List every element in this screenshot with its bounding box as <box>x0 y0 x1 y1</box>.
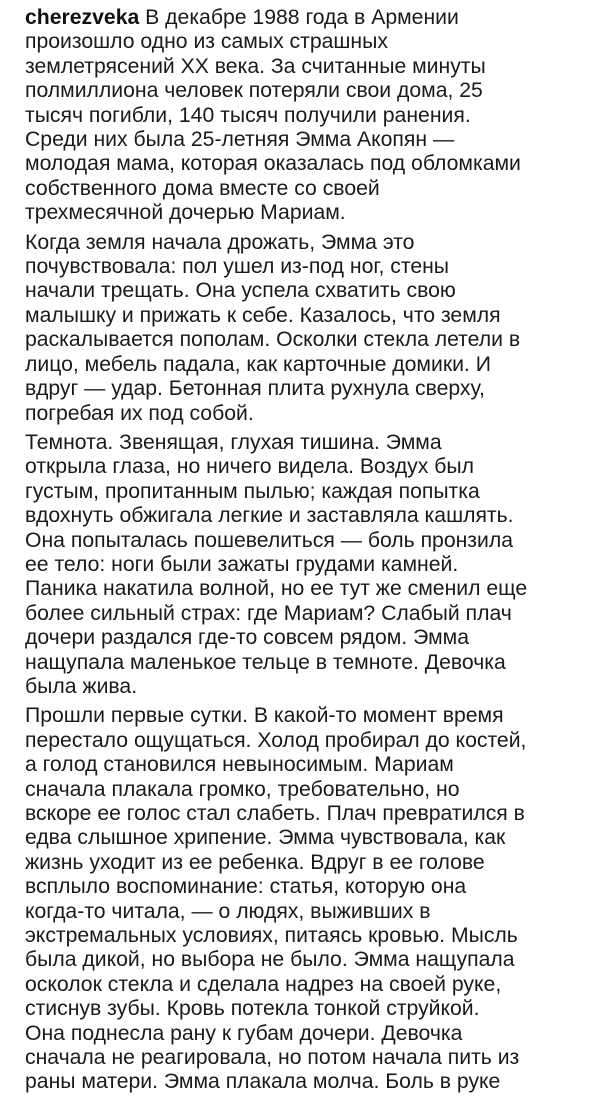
caption-line: Прошли первые сутки. В какой-то момент время <box>25 704 504 728</box>
caption-line: Среди них была 25-летняя Эмма Акопян — <box>25 128 455 152</box>
caption-line: погребая их под собой. <box>25 401 254 425</box>
caption-line: лицо, мебель падала, как карточные домики. И <box>25 352 491 376</box>
caption-line: раскалывается пополам. Осколки стекла летели в <box>25 328 521 352</box>
caption-line: землетрясений XX века. За считанные минуты <box>25 54 486 78</box>
caption-line: Она попыталась пошевелиться — боль пронзила <box>25 528 514 552</box>
caption-line: густым, пропитанным пылью; каждая попытка <box>25 479 480 503</box>
username-link[interactable]: cherezveka <box>25 6 140 29</box>
caption-line: вдохнуть обжигала легкие и заставляла кашлять. <box>25 504 514 528</box>
caption-line: трехмесячной дочерью Мариам. <box>25 201 346 225</box>
caption-paragraph-1 <box>25 6 585 226</box>
caption-line: вскоре ее голос стал слабеть. Плач превратился в <box>25 802 525 825</box>
caption-line: Когда земля начала дрожать, Эмма это <box>25 230 415 254</box>
caption-line: была жива. <box>25 674 138 698</box>
caption-line: была дикой, но выбора не было. Эмма нащупала <box>25 948 515 972</box>
caption-line: перестало ощущаться. Холод пробирал до костей, <box>25 728 527 752</box>
caption-line: стиснув зубы. Кровь потекла тонкой струйкой. <box>25 997 480 1021</box>
caption-line: сначала не реагировала, но потом начала пить из <box>25 1046 520 1070</box>
caption-paragraph-3 <box>25 431 585 699</box>
caption-line: полмиллиона человек потеряли свои дома, 25 <box>25 79 483 103</box>
caption-line: почувствовала: пол ушел из-под ног, стены <box>25 255 450 279</box>
caption-line: жизнь уходит из ее ребенка. Вдруг в ее голове <box>25 850 485 874</box>
caption-line: более сильный страх: где Мариам? Слабый плач <box>25 601 512 625</box>
caption-line: когда-то читала, — о людях, выживших в <box>25 899 431 923</box>
caption-line: Паника накатила волной, но ее тут же сменил еще <box>25 577 528 601</box>
caption-line: дочери раздался где-то совсем рядом. Эмма <box>25 626 470 650</box>
caption-line: экстремальных условиях, питаясь кровью. Мысль <box>25 924 518 948</box>
caption-line: начали трещать. Она успела схватить свою <box>25 279 456 303</box>
caption-line: молодая мама, которая оказалась под обломками <box>25 152 521 176</box>
post-caption <box>25 6 585 1100</box>
caption-line: ее тело: ноги были зажаты грудами камней. <box>25 552 459 576</box>
caption-line: малышку и прижать к себе. Казалось, что земля <box>25 303 501 327</box>
caption-line: раны матери. Эмма плакала молча. Боль в руке <box>25 1070 501 1094</box>
caption-line: Она поднесла рану к губам дочери. Девочка <box>25 1021 463 1045</box>
caption-line: сначала плакала громко, требовательно, но <box>25 777 460 801</box>
caption-line: нащупала маленькое тельце в темноте. Девочка <box>25 650 506 674</box>
caption-line: едва слышное хрипение. Эмма чувствовала, как <box>25 826 506 850</box>
caption-line: собственного дома вместе со своей <box>25 176 380 200</box>
caption-text: В декабре 1988 года в Армении <box>139 6 459 29</box>
caption-paragraph-2 <box>25 231 585 426</box>
caption-line <box>25 6 585 30</box>
caption-line: открыла глаза, но ничего видела. Воздух был <box>25 455 474 479</box>
caption-line: произошло одно из самых страшных <box>25 30 388 54</box>
caption-paragraph-4 <box>25 704 585 1095</box>
caption-line: вдруг — удар. Бетонная плита рухнула сверху, <box>25 377 485 401</box>
caption-line: а голод становился невыносимым. Мариам <box>25 753 454 777</box>
caption-line: тысяч погибли, 140 тысяч получили ранения. <box>25 103 471 127</box>
caption-line: всплыло воспоминание: статья, которую она <box>25 875 467 899</box>
caption-line: Темнота. Звенящая, глухая тишина. Эмма <box>25 430 442 454</box>
caption-line: осколок стекла и сделала надрез на своей руке, <box>25 972 502 996</box>
